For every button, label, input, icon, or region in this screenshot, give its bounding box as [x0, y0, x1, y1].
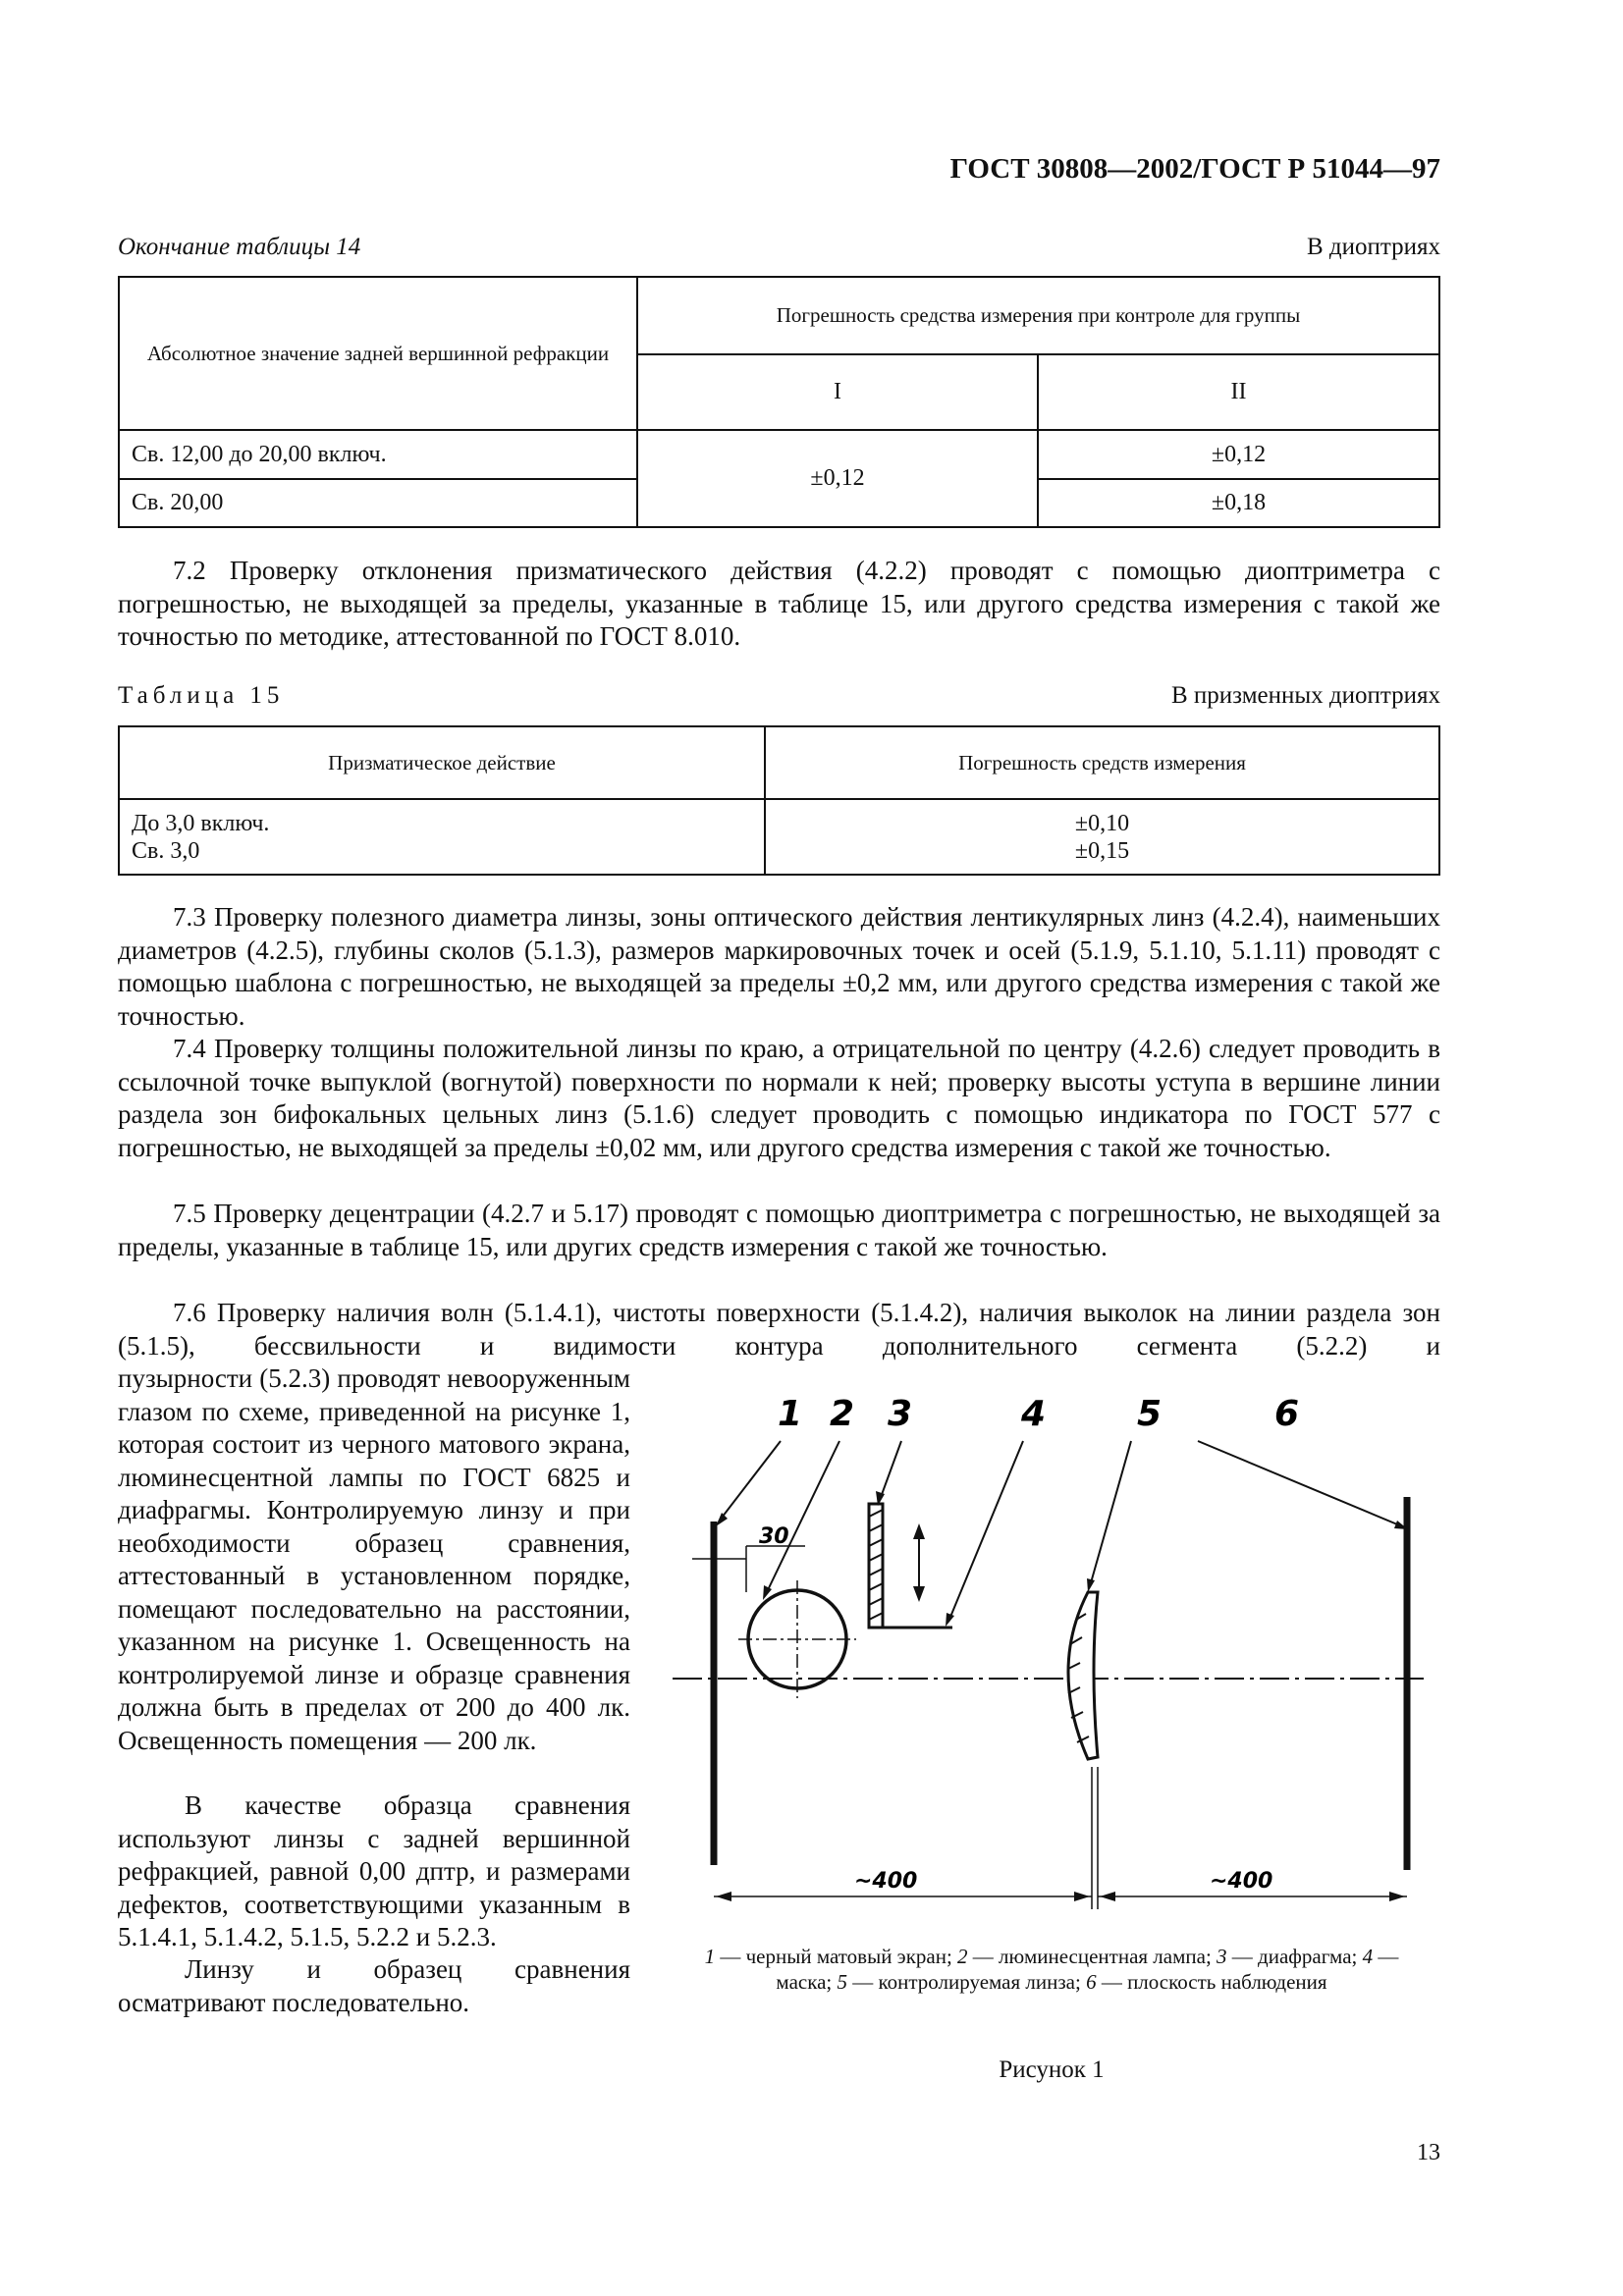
legend-num: 4 [1362, 1945, 1374, 1968]
table15 [118, 725, 1440, 876]
label-3: 3 [888, 1394, 913, 1434]
legend-num: 2 [957, 1945, 968, 1968]
table15-row-labels [119, 799, 765, 875]
leader-4 [948, 1441, 1023, 1622]
controlled-lens [1068, 1592, 1098, 1759]
diaphragm [869, 1504, 883, 1628]
legend-num: 1 [704, 1945, 716, 1968]
table15-value-1: ±0,10 [1074, 810, 1130, 836]
legend-num: 5 [837, 1970, 847, 1994]
figure-legend [697, 1944, 1406, 1995]
leader-4-arrow [946, 1613, 954, 1627]
figure-title: Рисунок 1 [999, 2056, 1105, 2083]
arrow-head-down [913, 1586, 925, 1602]
table14-row-label: Св. 12,00 до 20,00 включ. [119, 430, 637, 479]
paragraph-7-6-column: пузырности (5.2.3) проводят невооруженным глазом по схеме, приведенной на рисунке 1, которая состоит из черного матового экрана, люминесцентной лампы по ГОСТ 6825 и диафрагмы. Контролируемую линзу и при необходимости образец сравнения, аттестованный в установленном порядке, помещают последовательно на расстоянии, указанном на рисунке 1. Освещенность на контролируемой линзе и образце сравнения должна быть в пределах от 200 до 400 лк. Освещенность помещения — 200 лк. [118, 1363, 630, 1755]
table14-group-1: I [637, 354, 1038, 430]
table15-label-2: Св. 3,0 [132, 837, 200, 864]
legend-text: — люминесцентная лампа; [967, 1945, 1217, 1968]
table15-caption: Таблица 15 [118, 682, 285, 709]
table14-group-2: II [1038, 354, 1439, 430]
legend-text: — черный матовый экран; [715, 1945, 958, 1968]
table15-value-2: ±0,15 [1074, 837, 1130, 864]
page-number: 13 [1417, 2140, 1440, 2165]
paragraph-7-2: 7.2 Проверку отклонения призматического действия (4.2.2) проводят с помощью диоптриметра с погрешностью, не выходящей за пределы, указанные в таблице 15, или другого средства измерения с такой же точностью по методике, аттестованной по ГОСТ 8.010. [118, 556, 1440, 651]
dim-left-label: ~400 [854, 1869, 918, 1894]
paragraph-7-4: 7.4 Проверку толщины положительной линзы по краю, а отрицательной по центру (4.2.6) следует проводить в ссылочной точке выпуклой (вогнутой) поверхности по нормали к ней; проверку высоты уступа в вершине линии раздела зон бифокальных цельных линз (5.1.6) следует проводить с помощью индикатора по ГОСТ 577 с погрешностью, не выходящей за пределы ±0,02 мм, или другого средства измерения с такой же точностью. [118, 1034, 1440, 1162]
label-1: 1 [778, 1394, 803, 1434]
legend-text: — контролируемая линза; [847, 1970, 1087, 1994]
legend-num: 3 [1217, 1945, 1227, 1968]
table14-units: В диоптриях [1306, 234, 1440, 260]
table14-row-value: ±0,12 [1038, 430, 1439, 479]
table14-col1-header: Абсолютное значение задней вершинной рефракции [119, 277, 637, 430]
dim-arrow [716, 1892, 731, 1901]
document-header: ГОСТ 30808—2002/ГОСТ Р 51044—97 [949, 153, 1440, 185]
table15-label-1: До 3,0 включ. [132, 810, 270, 836]
label-6: 6 [1274, 1394, 1300, 1434]
table15-col1-header: Призматическое действие [119, 726, 765, 799]
paragraph-7-6-intro: 7.6 Проверку наличия волн (5.1.4.1), чистоты поверхности (5.1.4.2), наличия выколок на линии раздела зон (5.1.5), бессвильности и видимости контура дополнительного сегмента (5.2.2) и [118, 1298, 1440, 1361]
leader-1-arrow [716, 1513, 728, 1526]
table14-row-label: Св. 20,00 [119, 479, 637, 527]
leader-1 [719, 1441, 781, 1522]
label-5: 5 [1137, 1394, 1163, 1434]
leader-3 [880, 1441, 901, 1500]
table14-row-value: ±0,18 [1038, 479, 1439, 527]
table14-caption: Окончание таблицы 14 [118, 234, 361, 260]
legend-text: — диафрагма; [1226, 1945, 1363, 1968]
leader-5 [1090, 1441, 1131, 1586]
table15-units: В призменных диоптриях [1170, 682, 1440, 709]
dim-arrow [1074, 1892, 1090, 1901]
legend-text: — плоскость наблюдения [1096, 1970, 1327, 1994]
dim-30-label: 30 [759, 1524, 789, 1549]
paragraph-inspection: Линзу и образец сравнения осматривают последовательно. [118, 1954, 630, 2017]
leader-5-arrow [1087, 1578, 1095, 1592]
paragraph-reference-sample: В качестве образца сравнения используют линзы с задней вершинной рефракцией, равной 0,00 дптр, и размерами дефектов, соответствующими указанным в 5.1.4.1, 5.1.4.2, 5.1.5, 5.2.2 и 5.2.3. [118, 1790, 630, 1951]
paragraph-7-5: 7.5 Проверку децентрации (4.2.7 и 5.17) проводят с помощью диоптриметра с погрешностью, не выходящей за пределы, указанные в таблице 15, или других средств измерения с такой же точностью. [118, 1199, 1440, 1261]
table14-row-value: ±0,12 [637, 430, 1038, 527]
figure-1-diagram [648, 1374, 1434, 1914]
label-4: 4 [1021, 1394, 1047, 1434]
table14 [118, 276, 1440, 528]
paragraph-7-3: 7.3 Проверку полезного диаметра линзы, зоны оптического действия лентикулярных линз (4.2.4), наименьших диаметров (4.2.5), глубины сколов (5.1.3), размеров маркировочных точек и осей (5.1.9, 5.1.10, 5.1.11) проводят с помощью шаблона с погрешностью, не выходящей за пределы ±0,2 мм, или другого средства измерения с такой же точностью. [118, 902, 1440, 1031]
leader-2 [766, 1441, 839, 1594]
leader-6 [1198, 1441, 1402, 1526]
legend-num: 6 [1086, 1970, 1097, 1994]
dim-arrow [1100, 1892, 1115, 1901]
arrow-head-up [913, 1523, 925, 1539]
table15-col2-header: Погрешность средств измерения [765, 726, 1439, 799]
dim-right-label: ~400 [1210, 1869, 1273, 1894]
dim-arrow [1389, 1892, 1405, 1901]
table14-group-header: Погрешность средства измерения при контроле для группы [637, 277, 1439, 354]
legend-text: — маска; [776, 1945, 1399, 1994]
label-2: 2 [830, 1394, 855, 1434]
table15-row-values [765, 799, 1439, 875]
